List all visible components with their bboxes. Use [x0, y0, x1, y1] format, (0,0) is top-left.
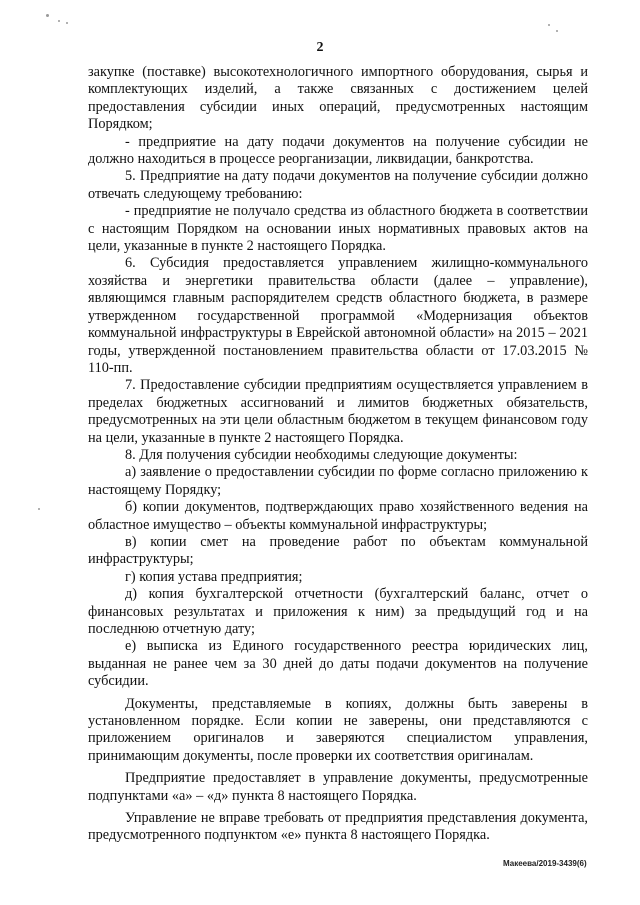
- paragraph: - предприятие не получало средства из областного бюджета в соответствии с настоящим Порядком на основании иных нормативных правовых актов на цели, указанные в пункте 2 настоящего Порядка.: [88, 203, 588, 255]
- paragraph: е) выписка из Единого государственного реестра юридических лиц, выданная не ранее чем за 30 дней до даты подачи документов на получение субсидии.: [88, 638, 588, 690]
- paragraph: 7. Предоставление субсидии предприятиям осуществляется управлением в пределах бюджетных ассигнований и лимитов бюджетных обязательств, предусмотренных на эти цели областным бюджетом в текущем финансовом году на цели, указанные в пункте 2 настоящего Порядка.: [88, 377, 588, 446]
- paragraph: 5. Предприятие на дату подачи документов на получение субсидии должно отвечать следующему требованию:: [88, 168, 588, 202]
- paragraph: б) копии документов, подтверждающих право хозяйственного ведения на областное имущество – объекты коммунальной инфраструктуры;: [88, 499, 588, 533]
- paragraph: а) заявление о предоставлении субсидии по форме согласно приложению к настоящему Порядку;: [88, 464, 588, 498]
- paragraph: 6. Субсидия предоставляется управлением жилищно-коммунального хозяйства и энергетики правительства области (далее – управление), являющимся главным распорядителем средств областного бюджета, в размере утвержденном государственной программой «Модернизация объектов коммунальной инфраструктуры в Еврейской автономной области» на 2015 – 2021 годы, утвержденной постановлением правительства области от 17.03.2015 № 110-пп.: [88, 255, 588, 376]
- paragraph: закупке (поставке) высокотехнологичного импортного оборудования, сырья и комплектующих изделий, а также связанных с достижением целей предоставления субсидии иных операций, предусмотренных настоящим Порядком;: [88, 64, 588, 133]
- document-body: [88, 64, 588, 845]
- scan-speck: [46, 14, 49, 17]
- scan-speck: [38, 508, 40, 510]
- scan-speck: [58, 20, 60, 22]
- footer-reference: Макеева/2019-3439(6): [503, 859, 587, 868]
- paragraph: Управление не вправе требовать от предприятия представления документа, предусмотренного подпунктом «е» пункта 8 настоящего Порядка.: [88, 810, 588, 844]
- paragraph: Документы, представляемые в копиях, должны быть заверены в установленном порядке. Если копии не заверены, они представляются с приложением оригиналов и заверяются специалистом управления, принимающим документы, после проверки их соответствия оригиналам.: [88, 695, 588, 764]
- scan-speck: [548, 24, 550, 26]
- paragraph: г) копия устава предприятия;: [125, 568, 303, 585]
- scan-speck: [66, 22, 68, 24]
- paragraph: в) копии смет на проведение работ по объектам коммунальной инфраструктуры;: [88, 533, 588, 568]
- scan-speck: [556, 30, 558, 32]
- paragraph: д) копия бухгалтерской отчетности (бухгалтерский баланс, отчет о финансовых результатах и приложения к ним) за предыдущий год и на последнюю отчетную дату;: [88, 586, 588, 637]
- page-number: 2: [316, 40, 324, 55]
- paragraph: 8. Для получения субсидии необходимы следующие документы:: [125, 446, 518, 463]
- paragraph: - предприятие на дату подачи документов на получение субсидии не должно находиться в процессе реорганизации, ликвидации, банкротства.: [88, 133, 588, 168]
- paragraph: Предприятие предоставляет в управление документы, предусмотренные подпунктами «а» – «д» пункта 8 настоящего Порядка.: [88, 770, 588, 804]
